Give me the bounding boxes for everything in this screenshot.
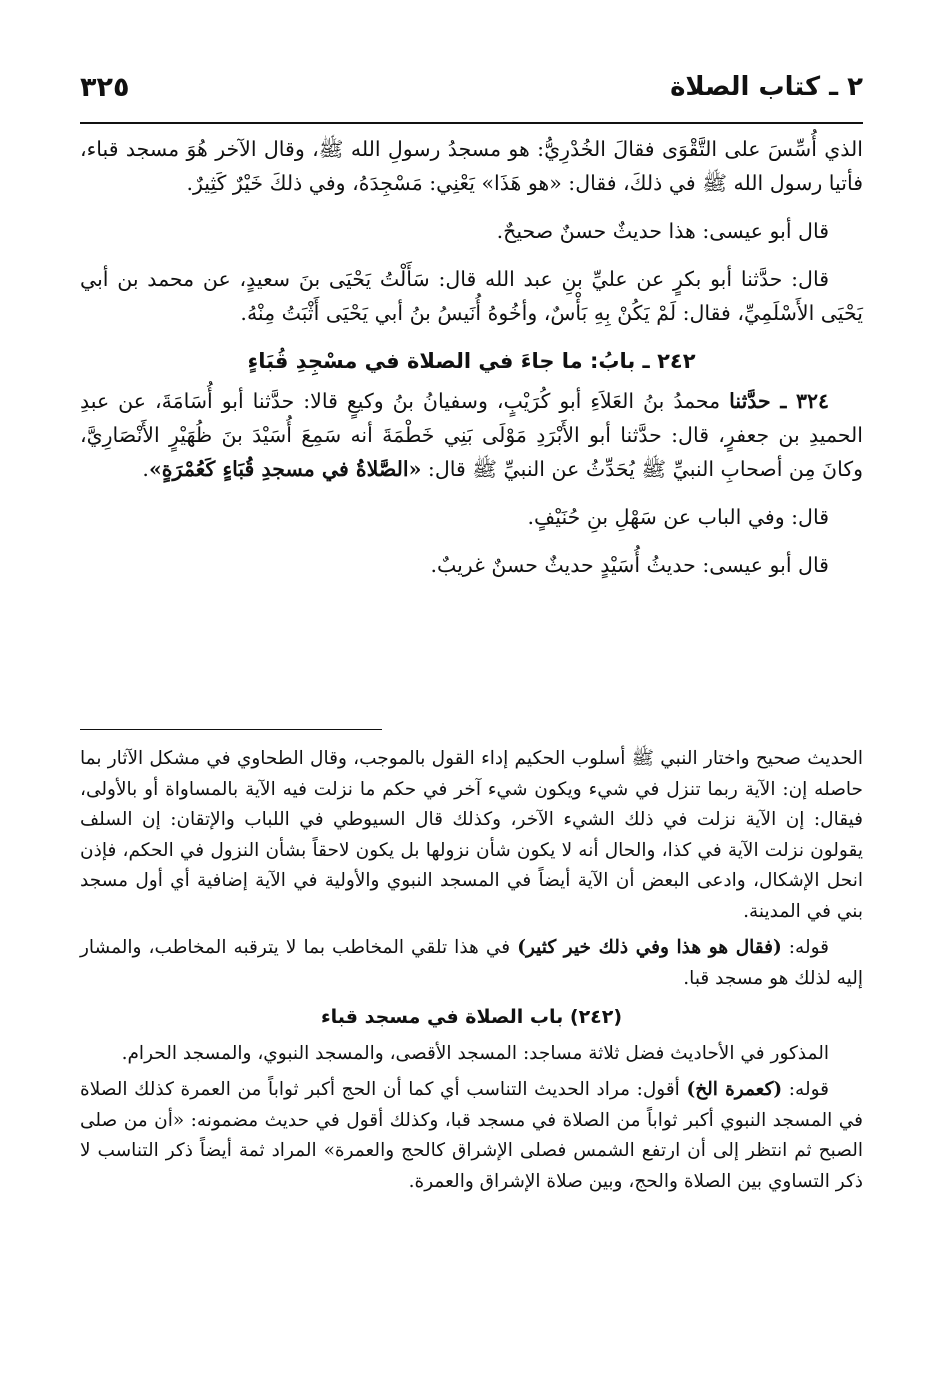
note-paragraph: الحديث صحيح واختار النبي ﷺ أسلوب الحكيم إداء القول بالموجب، وقال الطحاوي في مشكل الآثار بما حاصله إن: الآية ربما تنزل في شيء ويكون شيء آخر في حكم ما نزلت فيه الآية بالمساواة أو بالأولى، فيقال: إن الآية نزلت في ذلك الشيء الآخر، وكذلك قال السيوطي في اللباب والإتقان: إن السلف يقولون نزلت الآية في كذا، والحال أنه لا يكون شأن نزولها بل يكون لاحقاً بشأن النزول في الحكم، فإذن انحل الإشكال، وادعى البعض أن الآية أيضاً في المسجد النبوي والأولية في الآية إضافية أي أول مسجد بني في المدينة. xyxy=(80,748,863,922)
note-quote: (كعمرة الخ) xyxy=(686,1079,783,1100)
note-quote: (فقال هو هذا وفي ذلك خير كثير) xyxy=(517,937,782,958)
hadith-chain: محمدُ بنُ العَلاَءِ أبو كُرَيْبٍ، وسفيانُ بنُ وكيعٍ قالا: حدَّثنا أبو أُسَامَةَ، عن عبدِ الحميدِ بن جعفرٍ، قال: حدَّثنا أبو الأَبْرَدِ مَوْلَى بَنِي خَطْمَةَ أنه سَمِعَ أُسَيْدَ بنَ ظُهَيْرٍ الأَنْصَارِيَّ، وكانَ مِن أصحابِ النبيِّ ﷺ يُحَدِّثُ عن النبيِّ ﷺ قال: xyxy=(80,389,863,481)
header-rule xyxy=(80,122,863,124)
chapter-heading: ٢٤٢ ـ بابُ: ما جاءَ في الصلاة في مسْجِدِ قُبَاءٍ xyxy=(247,349,696,373)
note-lead: قوله: xyxy=(782,1079,829,1100)
page-header xyxy=(80,64,863,114)
main-paragraph: قال: حدَّثنا أبو بكرٍ عن عليِّ بنِ عبد الله قال: سَأَلْتُ يَحْيَى بنَ سعيدٍ، عن محمد بن أبي يَحْيَى الأَسْلَمِيِّ، فقال: لَمْ يَكُنْ بِهِ بَأْسٌ، وأخُوهُ أُنَيسُ بنُ أبي يَحْيَى أَثْبَتُ مِنْهُ. xyxy=(80,267,863,325)
page-number: ٣٢٥ xyxy=(80,72,130,103)
hadith-paragraph xyxy=(80,384,863,486)
hadith-end: . xyxy=(142,457,149,481)
note-paragraph xyxy=(80,1075,863,1197)
main-paragraph: قال أبو عيسى: حديثُ أُسَيْدٍ حديثٌ حسنٌ غريبٌ. xyxy=(430,553,829,577)
main-paragraph: قال: وفي الباب عن سَهْلِ بنِ حُنَيْفٍ. xyxy=(527,505,829,529)
note-text: في هذا تلقي المخاطب بما لا يترقبه المخاطب، والمشار إليه لذلك هو مسجد قبا. xyxy=(80,937,863,989)
note-lead: قوله: xyxy=(781,937,829,958)
note-paragraph xyxy=(80,933,863,994)
commentary-notes xyxy=(80,744,863,1203)
main-paragraph: قال أبو عيسى: هذا حديثٌ حسنٌ صحيحٌ. xyxy=(496,219,829,243)
hadith-quote: «الصَّلاةُ في مسجدِ قُبَاءٍ كَعُمْرَةٍ» xyxy=(148,457,422,481)
footnote-rule xyxy=(80,729,382,730)
note-heading: (٢٤٢) باب الصلاة في مسجد قباء xyxy=(320,1006,623,1028)
main-paragraph: الذي أُسِّسَ على التَّقْوَى فقالَ الخُدْرِيُّ: هو مسجدُ رسولِ الله ﷺ، وقال الآخر هُوَ مسجد قباء، فأتيا رسول الله ﷺ في ذلكَ، فقال: «هو هَذَا» يَعْنِي: مَسْجِدَهُ، وفي ذلكَ خَيْرٌ كَثِيرٌ. xyxy=(80,137,863,195)
note-paragraph: المذكور في الأحاديث فضل ثلاثة مساجد: المسجد الأقصى، والمسجد النبوي، والمسجد الحرام. xyxy=(121,1042,829,1064)
hadith-number: ٣٢٤ ـ حدَّثنا xyxy=(729,389,829,413)
note-text: أقول: مراد الحديث التناسب أي كما أن الحج أكبر ثواباً من العمرة كذلك الصلاة في المسجد النبوي أكبر ثواباً من الصلاة في مسجد قبا، وكذلك أقول في حديث مضمونه: «أن من صلى الصبح ثم انتظر إلى أن ارتفع الشمس فصلى الإشراق كالحج والعمرة» المراد ثمة أيضاً ذكر التناسب لا ذكر التساوي بين الصلاة والحج، وبين صلاة الإشراق والعمرة. xyxy=(80,1079,863,1192)
main-text xyxy=(80,132,863,596)
running-title: ٢ ـ كتاب الصلاة xyxy=(670,72,863,102)
